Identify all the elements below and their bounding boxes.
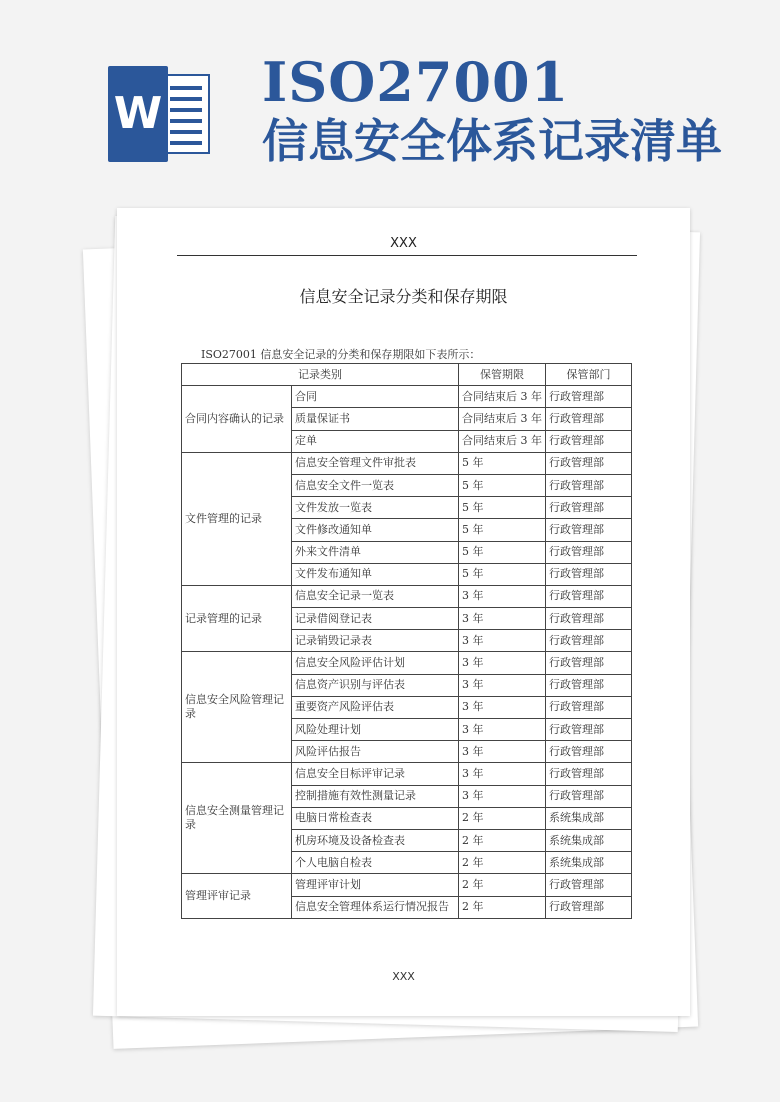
record-category-cell: 记录管理的记录 — [182, 585, 292, 652]
record-name-cell: 信息安全管理文件审批表 — [292, 452, 459, 474]
table-row — [182, 452, 632, 474]
retention-period-cell: 3 年 — [459, 585, 546, 607]
record-category-cell: 信息安全测量管理记录 — [182, 763, 292, 874]
retention-period-cell: 5 年 — [459, 541, 546, 563]
department-cell: 行政管理部 — [546, 386, 632, 408]
retention-period-cell: 2 年 — [459, 852, 546, 874]
table-row — [182, 763, 632, 785]
word-document-icon — [108, 66, 210, 162]
retention-period-cell: 3 年 — [459, 741, 546, 763]
retention-period-cell: 5 年 — [459, 497, 546, 519]
word-logo-letter: W — [108, 66, 168, 162]
retention-period-cell: 3 年 — [459, 652, 546, 674]
retention-period-cell: 3 年 — [459, 608, 546, 630]
document-intro: ISO27001 信息安全记录的分类和保存期限如下表所示： — [201, 348, 481, 361]
records-table-body — [182, 364, 632, 919]
document-page — [117, 208, 690, 1016]
table-header-row — [182, 364, 632, 386]
department-cell: 系统集成部 — [546, 852, 632, 874]
table-row — [182, 585, 632, 607]
column-header-period: 保管期限 — [459, 364, 546, 386]
header-line-1: ISO27001 — [262, 50, 570, 114]
department-cell: 行政管理部 — [546, 874, 632, 896]
record-name-cell: 风险评估报告 — [292, 741, 459, 763]
record-category-cell: 管理评审记录 — [182, 874, 292, 918]
department-cell: 行政管理部 — [546, 541, 632, 563]
retention-period-cell: 3 年 — [459, 630, 546, 652]
department-cell: 行政管理部 — [546, 763, 632, 785]
retention-period-cell: 3 年 — [459, 719, 546, 741]
retention-period-cell: 5 年 — [459, 452, 546, 474]
retention-period-cell: 3 年 — [459, 674, 546, 696]
records-table — [181, 363, 632, 919]
department-cell: 行政管理部 — [546, 674, 632, 696]
department-cell: 行政管理部 — [546, 563, 632, 585]
record-name-cell: 文件发放一览表 — [292, 497, 459, 519]
retention-period-cell: 3 年 — [459, 763, 546, 785]
retention-period-cell: 3 年 — [459, 785, 546, 807]
department-cell: 行政管理部 — [546, 585, 632, 607]
department-cell: 行政管理部 — [546, 474, 632, 496]
retention-period-cell: 5 年 — [459, 474, 546, 496]
record-name-cell: 记录借阅登记表 — [292, 608, 459, 630]
document-running-header: XXX — [390, 236, 417, 251]
record-name-cell: 信息安全管理体系运行情况报告 — [292, 896, 459, 918]
record-name-cell: 信息安全文件一览表 — [292, 474, 459, 496]
department-cell: 行政管理部 — [546, 430, 632, 452]
table-row — [182, 652, 632, 674]
record-name-cell: 信息安全记录一览表 — [292, 585, 459, 607]
department-cell: 行政管理部 — [546, 696, 632, 718]
department-cell: 行政管理部 — [546, 519, 632, 541]
department-cell: 系统集成部 — [546, 807, 632, 829]
record-name-cell: 重要资产风险评估表 — [292, 696, 459, 718]
record-name-cell: 合同 — [292, 386, 459, 408]
retention-period-cell: 5 年 — [459, 519, 546, 541]
department-cell: 行政管理部 — [546, 896, 632, 918]
page-header-title — [262, 52, 772, 170]
department-cell: 行政管理部 — [546, 785, 632, 807]
department-cell: 行政管理部 — [546, 608, 632, 630]
record-name-cell: 记录销毁记录表 — [292, 630, 459, 652]
record-category-cell: 合同内容确认的记录 — [182, 386, 292, 453]
retention-period-cell: 合同结束后 3 年 — [459, 430, 546, 452]
department-cell: 系统集成部 — [546, 829, 632, 851]
record-name-cell: 信息安全风险评估计划 — [292, 652, 459, 674]
record-name-cell: 个人电脑自检表 — [292, 852, 459, 874]
record-name-cell: 控制措施有效性测量记录 — [292, 785, 459, 807]
record-category-cell: 文件管理的记录 — [182, 452, 292, 585]
record-name-cell: 风险处理计划 — [292, 719, 459, 741]
department-cell: 行政管理部 — [546, 630, 632, 652]
department-cell: 行政管理部 — [546, 652, 632, 674]
department-cell: 行政管理部 — [546, 719, 632, 741]
record-name-cell: 信息资产识别与评估表 — [292, 674, 459, 696]
record-category-cell: 信息安全风险管理记录 — [182, 652, 292, 763]
table-row — [182, 874, 632, 896]
retention-period-cell: 2 年 — [459, 874, 546, 896]
record-name-cell: 信息安全目标评审记录 — [292, 763, 459, 785]
table-row — [182, 386, 632, 408]
department-cell: 行政管理部 — [546, 497, 632, 519]
column-header-department: 保管部门 — [546, 364, 632, 386]
record-name-cell: 文件发布通知单 — [292, 563, 459, 585]
department-cell: 行政管理部 — [546, 741, 632, 763]
retention-period-cell: 5 年 — [459, 563, 546, 585]
header-line-2: 信息安全体系记录清单 — [262, 114, 722, 168]
record-name-cell: 外来文件清单 — [292, 541, 459, 563]
retention-period-cell: 2 年 — [459, 829, 546, 851]
record-name-cell: 质量保证书 — [292, 408, 459, 430]
record-name-cell: 文件修改通知单 — [292, 519, 459, 541]
record-name-cell: 管理评审计划 — [292, 874, 459, 896]
retention-period-cell: 2 年 — [459, 896, 546, 918]
department-cell: 行政管理部 — [546, 408, 632, 430]
record-name-cell: 机房环境及设备检查表 — [292, 829, 459, 851]
document-title: 信息安全记录分类和保存期限 — [299, 287, 508, 306]
document-running-footer: XXX — [392, 970, 415, 983]
retention-period-cell: 2 年 — [459, 807, 546, 829]
retention-period-cell: 3 年 — [459, 696, 546, 718]
column-header-category: 记录类别 — [182, 364, 459, 386]
retention-period-cell: 合同结束后 3 年 — [459, 386, 546, 408]
record-name-cell: 定单 — [292, 430, 459, 452]
retention-period-cell: 合同结束后 3 年 — [459, 408, 546, 430]
record-name-cell: 电脑日常检查表 — [292, 807, 459, 829]
department-cell: 行政管理部 — [546, 452, 632, 474]
header-rule — [177, 255, 637, 256]
